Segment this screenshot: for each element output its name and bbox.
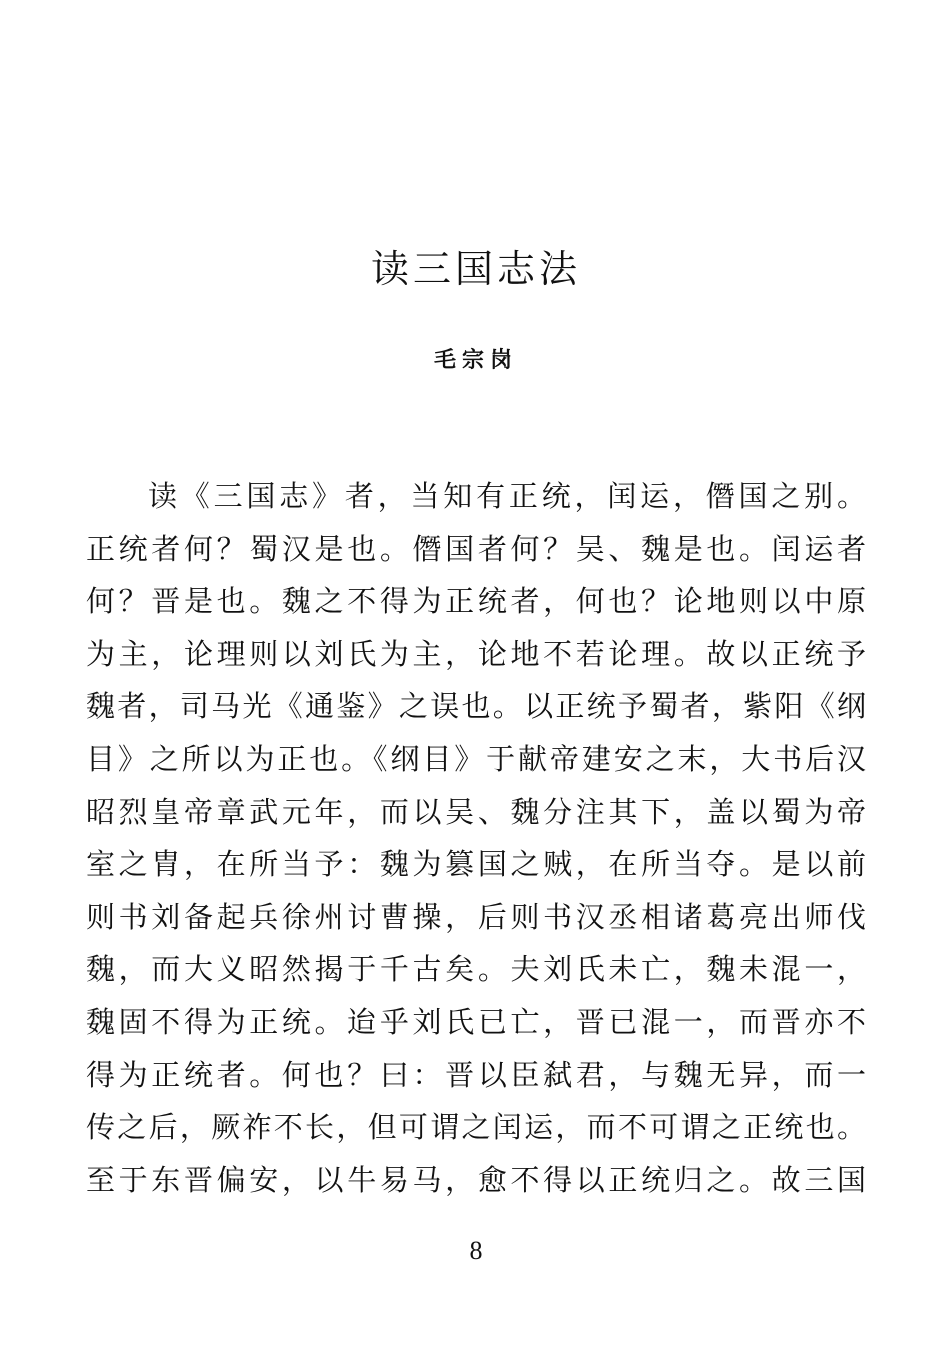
text-line: 何？晋是也。魏之不得为正统者，何也？论地则以中原 <box>86 584 866 619</box>
text-line: 室之胄，在所当予：魏为篡国之贼，在所当夺。是以前 <box>86 847 866 882</box>
text-line: 至于东晋偏安，以牛易马，愈不得以正统归之。故三国 <box>86 1162 866 1197</box>
text-line: 传之后，厥祚不长，但可谓之闰运，而不可谓之正统也。 <box>86 1110 866 1145</box>
text-line: 读《三国志》者，当知有正统，闰运，僭国之别。 <box>148 479 866 513</box>
text-line: 为主，论理则以刘氏为主，论地不若论理。故以正统予 <box>86 636 866 671</box>
text-line: 魏固不得为正统。迨乎刘氏已亡，晋已混一，而晋亦不 <box>86 1004 866 1039</box>
text-line: 魏者，司马光《通鉴》之误也。以正统予蜀者，紫阳《纲 <box>86 689 866 724</box>
text-line: 目》之所以为正也。《纲目》于献帝建安之末，大书后汉 <box>86 741 866 776</box>
text-line: 得为正统者。何也？曰：晋以臣弑君，与魏无异，而一 <box>86 1057 866 1092</box>
body-paragraph <box>86 470 866 1206</box>
page-number: 8 <box>469 1236 483 1265</box>
text-line: 正统者何？蜀汉是也。僭国者何？吴、魏是也。闰运者 <box>86 531 866 566</box>
author-name: 毛宗岗 <box>433 347 518 373</box>
text-line: 昭烈皇帝章武元年，而以吴、魏分注其下，盖以蜀为帝 <box>86 794 866 829</box>
page-title: 读三国志法 <box>370 247 581 291</box>
text-line: 则书刘备起兵徐州讨曹操，后则书汉丞相诸葛亮出师伐 <box>86 899 866 934</box>
text-line: 魏，而大义昭然揭于千古矣。夫刘氏未亡，魏未混一， <box>86 952 866 987</box>
